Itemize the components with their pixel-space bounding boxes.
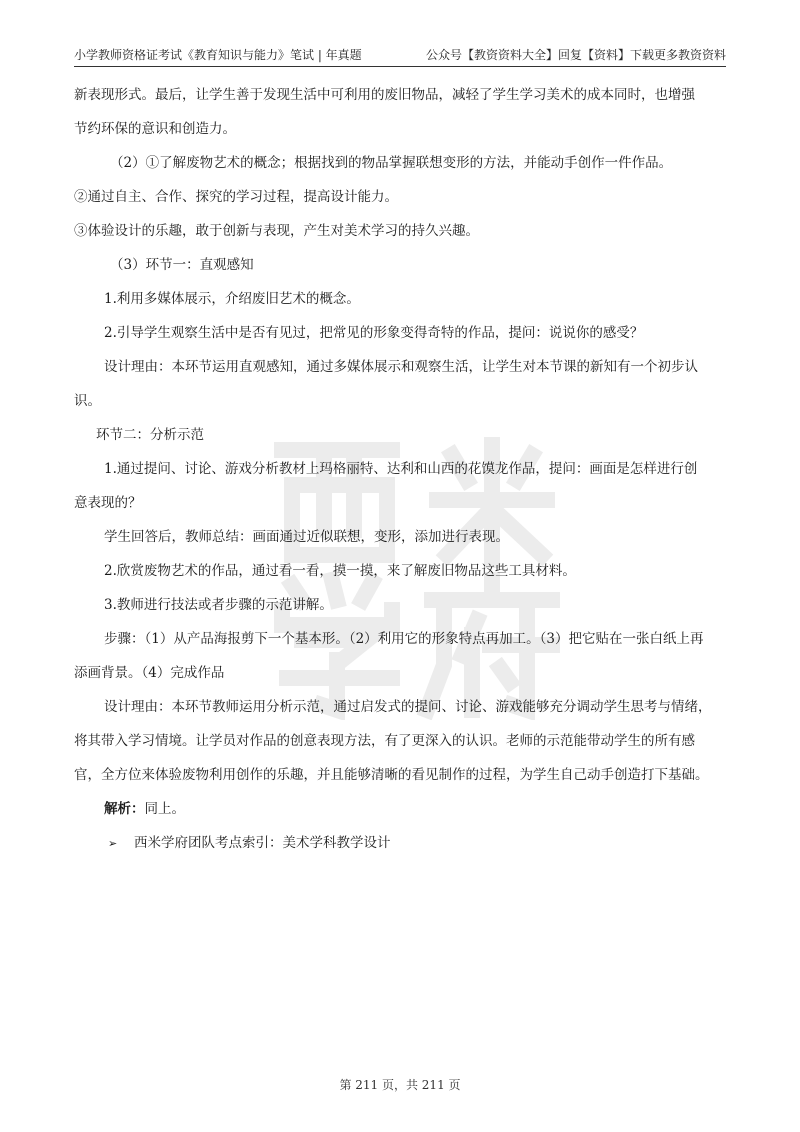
paragraph: ③体验设计的乐趣，敢于创新与表现，产生对美术学习的持久兴趣。 [74, 222, 479, 239]
analysis-line [74, 792, 726, 826]
paragraph: 3.教师进行技法或者步骤的示范讲解。 [104, 596, 333, 613]
header-promo: 公众号【教资资料大全】回复【资料】下载更多教资资料 [425, 48, 726, 62]
index-text: 西米学府团队考点索引：美术学科教学设计 [134, 834, 391, 851]
arrow-bullet-icon: ➢ [108, 836, 118, 850]
paragraph: 将其带入学习情境。让学员对作品的创意表现方法，有了更深入的认识。老师的示范能带动学生的所有感 [74, 732, 695, 749]
paragraph: 添画背景。（4）完成作品 [74, 664, 225, 681]
paragraph: 1.利用多媒体展示，介绍废旧艺术的概念。 [104, 290, 360, 307]
document-body [74, 78, 726, 860]
paragraph: ②通过自主、合作、探究的学习过程，提高设计能力。 [74, 188, 398, 205]
paragraph: 节约环保的意识和创造力。 [74, 120, 236, 137]
paragraph: 步骤：（1）从产品海报剪下一个基本形。（2）利用它的形象特点再加工。（3）把它贴在一张白纸上再 [104, 630, 704, 647]
paragraph: 设计理由：本环节教师运用分析示范，通过启发式的提问、讨论、游戏能够充分调动学生思考与情绪， [104, 698, 712, 715]
paragraph: 官，全方位来体验废物利用创作的乐趣，并且能够清晰的看见制作的过程，为学生自己动手创造打下基础。 [74, 766, 709, 783]
analysis-text: 同上。 [144, 800, 185, 817]
paragraph: 识。 [74, 392, 101, 409]
paragraph: 学生回答后，教师总结：画面通过近似联想，变形，添加进行表现。 [104, 528, 509, 545]
section-heading: （3）环节一：直观感知 [110, 256, 254, 273]
page-number: 第 211 页，共 211 页 [339, 1078, 461, 1092]
paragraph: 1.通过提问、讨论、游戏分析教材上玛格丽特、达利和山西的花馍龙作品，提问：画面是怎样进行创 [104, 460, 698, 477]
paragraph: 设计理由：本环节运用直观感知，通过多媒体展示和观察生活，让学生对本节课的新知有一个初步认 [104, 358, 698, 375]
header-title: 小学教师资格证考试《教育知识与能力》笔试 | 年真题 [74, 48, 362, 62]
analysis-label: 解析： [104, 800, 145, 817]
section-heading: 环节二：分析示范 [96, 426, 204, 443]
paragraph: 2.引导学生观察生活中是否有见过，把常见的形象变得奇特的作品，提问：说说你的感受？ [104, 324, 644, 341]
paragraph: 新表现形式。最后，让学生善于发现生活中可利用的废旧物品，减轻了学生学习美术的成本同时，也增强 [74, 86, 695, 103]
paragraph: 意表现的？ [74, 494, 142, 511]
paragraph: 2.欣赏废物艺术的作品，通过看一看，摸一摸，来了解废旧物品这些工具材料。 [104, 562, 576, 579]
paragraph: （2）①了解废物艺术的概念；根据找到的物品掌握联想变形的方法，并能动手创作一件作品。 [110, 154, 673, 171]
page-header [74, 44, 726, 67]
index-line [74, 826, 726, 860]
